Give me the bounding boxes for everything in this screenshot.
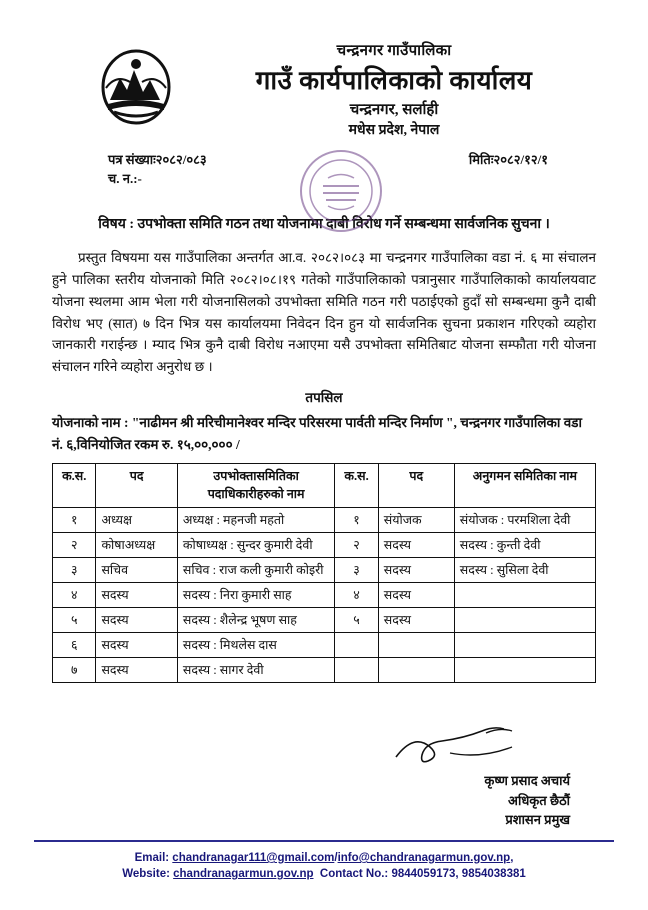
col-post-2: पद <box>378 464 454 507</box>
cell-name2: संयोजक : परमशिला देवी <box>454 507 595 532</box>
signatory-designation: अधिकृत छैठौं <box>508 792 570 808</box>
email-link-2[interactable]: info@chandranagarmun.gov.np <box>337 852 511 864</box>
cell-name: सदस्य : मिथलेस दास <box>177 633 334 658</box>
website-link[interactable]: chandranagarmun.gov.np <box>173 868 314 880</box>
website-label: Website: <box>122 868 174 880</box>
cell-sn2 <box>335 633 378 658</box>
cell-name: सदस्य : शैलेन्द्र भूषण साह <box>177 608 334 633</box>
col-user-committee-name: उपभोक्तासमितिका पदाधिकारीहरुको नाम <box>177 464 334 507</box>
cell-name: सचिव : राज कली कुमारी कोइरी <box>177 557 334 582</box>
cell-post2: सदस्य <box>378 582 454 607</box>
municipality-name: चन्द्रनगर गाउँपालिका <box>336 43 452 59</box>
body-paragraph: प्रस्तुत विषयमा यस गाउँपालिका अन्तर्गत आ.व. २०८२।०८३ मा चन्द्रनगर गाउँपालिका वडा नं. ६ मा संचालन हुने पालिका स्तरीय योजनाको मिति २०८२।०८।१९ गतेको गाउँपालिकाको पत्रानुसार गाउँपालिकाको कार्यालयवाट योजना स्थलमा आम भेला गरी योजनासिलको उपभोक्ता समिति गठन गरी पठाईएको हुदाँ सो सम्बन्धमा कुनै दाबी विरोध भए (सात) ७ दिन भित्र यस कार्यालयमा निवेदन दिन हुन यो सार्वजनिक सुचना प्रकाशन गरिएको व्यहोरा जानकारी गराईन्छ । म्याद भित्र कुनै दाबी विरोध नआएमा यसै उपभोक्ता समितिबाट योजना सम्फौता गरी योजना संचालन गरिने व्यहोरा अनुरोध छ । <box>52 250 596 375</box>
date-label: मितिः <box>468 152 494 167</box>
cell-post: सचिव <box>96 557 177 582</box>
contact-numbers: 9844059173, 9854038381 <box>391 868 526 880</box>
table-row <box>53 532 596 557</box>
tapasil-heading: तपसिल <box>305 390 343 406</box>
col-monitoring-committee-name: अनुगमन समितिका नाम <box>454 464 595 507</box>
table-row <box>53 582 596 607</box>
cell-name: सदस्य : निरा कुमारी साह <box>177 582 334 607</box>
table-row <box>53 608 596 633</box>
cell-sn: ४ <box>53 582 96 607</box>
cell-sn: ५ <box>53 608 96 633</box>
cell-post2 <box>378 633 454 658</box>
document-header <box>0 0 648 140</box>
scheme-details <box>52 412 596 455</box>
cell-sn2: ३ <box>335 557 378 582</box>
signature-block <box>0 723 648 830</box>
cell-post2: संयोजक <box>378 507 454 532</box>
cell-name2: सदस्य : सुसिला देवी <box>454 557 595 582</box>
cell-post: सदस्य <box>96 582 177 607</box>
date-value: २०८२/१२/१ <box>493 152 548 167</box>
cell-post: सदस्य <box>96 608 177 633</box>
cell-post2: सदस्य <box>378 557 454 582</box>
cell-name2 <box>454 582 595 607</box>
col-sn-2: क.स. <box>335 464 378 507</box>
header-text-block <box>220 40 608 139</box>
cell-name: सदस्य : सागर देवी <box>177 658 334 683</box>
cell-post2: सदस्य <box>378 532 454 557</box>
cell-sn: १ <box>53 507 96 532</box>
table-row <box>53 507 596 532</box>
cell-name2 <box>454 633 595 658</box>
email-link-1[interactable]: chandranagar111@gmail.com <box>172 852 335 864</box>
table-header-row <box>53 464 596 507</box>
subject-line: विषय : उपभोक्ता समिति गठन तथा योजनामा दाबी विरोध गर्ने सम्बन्धमा सार्वजनिक सुचना । <box>98 217 550 232</box>
letter-number-value: २०८२/०८३ <box>155 152 207 167</box>
table-row <box>53 633 596 658</box>
email-separator: / <box>334 852 338 864</box>
handwritten-signature-icon <box>390 723 540 769</box>
cell-sn: २ <box>53 532 96 557</box>
letter-number-label: पत्र संख्याः <box>108 152 156 167</box>
cell-sn2: ४ <box>335 582 378 607</box>
cell-sn2 <box>335 658 378 683</box>
cell-sn: ७ <box>53 658 96 683</box>
scheme-name: "नाढीमन श्री मरिचीमानेश्वर मन्दिर परिसरमा पार्वती मन्दिर निर्माण ", चन्द्रनगर गाउँपालिका वडा नं. ६,विनियोजित रकम रु. १५,००,००० / <box>52 415 582 452</box>
signatory-office: प्रशासन प्रमुख <box>505 812 570 828</box>
footer-email-row <box>0 852 648 864</box>
cell-name2 <box>454 608 595 633</box>
table-row <box>53 557 596 582</box>
contact-label: Contact No.: <box>319 868 392 880</box>
cell-post: सदस्य <box>96 658 177 683</box>
col-post: पद <box>96 464 177 507</box>
table-row <box>53 658 596 683</box>
cell-name2: सदस्य : कुन्ती देवी <box>454 532 595 557</box>
cell-sn: ३ <box>53 557 96 582</box>
committee-table <box>52 463 596 683</box>
cell-post2: सदस्य <box>378 608 454 633</box>
cell-name: अध्यक्ष : महनजी महतो <box>177 507 334 532</box>
scheme-label: योजनाको नाम : <box>52 415 132 431</box>
col-sn: क.स. <box>53 464 96 507</box>
cell-post: सदस्य <box>96 633 177 658</box>
cell-post2 <box>378 658 454 683</box>
letter-date <box>469 150 548 168</box>
footer-website-row <box>0 868 648 880</box>
chalani-number-label: च. न.:- <box>108 171 142 186</box>
cell-sn2: १ <box>335 507 378 532</box>
municipality-emblem-icon <box>100 48 172 126</box>
email-label: Email: <box>134 852 173 864</box>
cell-sn2: २ <box>335 532 378 557</box>
signatory-name: कृष्ण प्रसाद अचार्य <box>484 773 570 789</box>
footer-divider <box>34 840 614 842</box>
email-trailing-comma: , <box>510 852 514 864</box>
document-footer <box>0 840 648 880</box>
cell-sn: ६ <box>53 633 96 658</box>
cell-name2 <box>454 658 595 683</box>
official-seal-icon <box>298 148 384 234</box>
cell-post: कोषाअध्यक्ष <box>96 532 177 557</box>
cell-sn2: ५ <box>335 608 378 633</box>
office-place: चन्द्रनगर, सर्लाही <box>349 102 439 118</box>
cell-post: अध्यक्ष <box>96 507 177 532</box>
office-province: मधेस प्रदेश, नेपाल <box>348 123 440 138</box>
cell-name: कोषाध्यक्ष : सुन्दर कुमारी देवी <box>177 532 334 557</box>
letter-number <box>108 150 207 168</box>
office-title: गाउँ कार्यपालिकाको कार्यालय <box>255 66 533 95</box>
